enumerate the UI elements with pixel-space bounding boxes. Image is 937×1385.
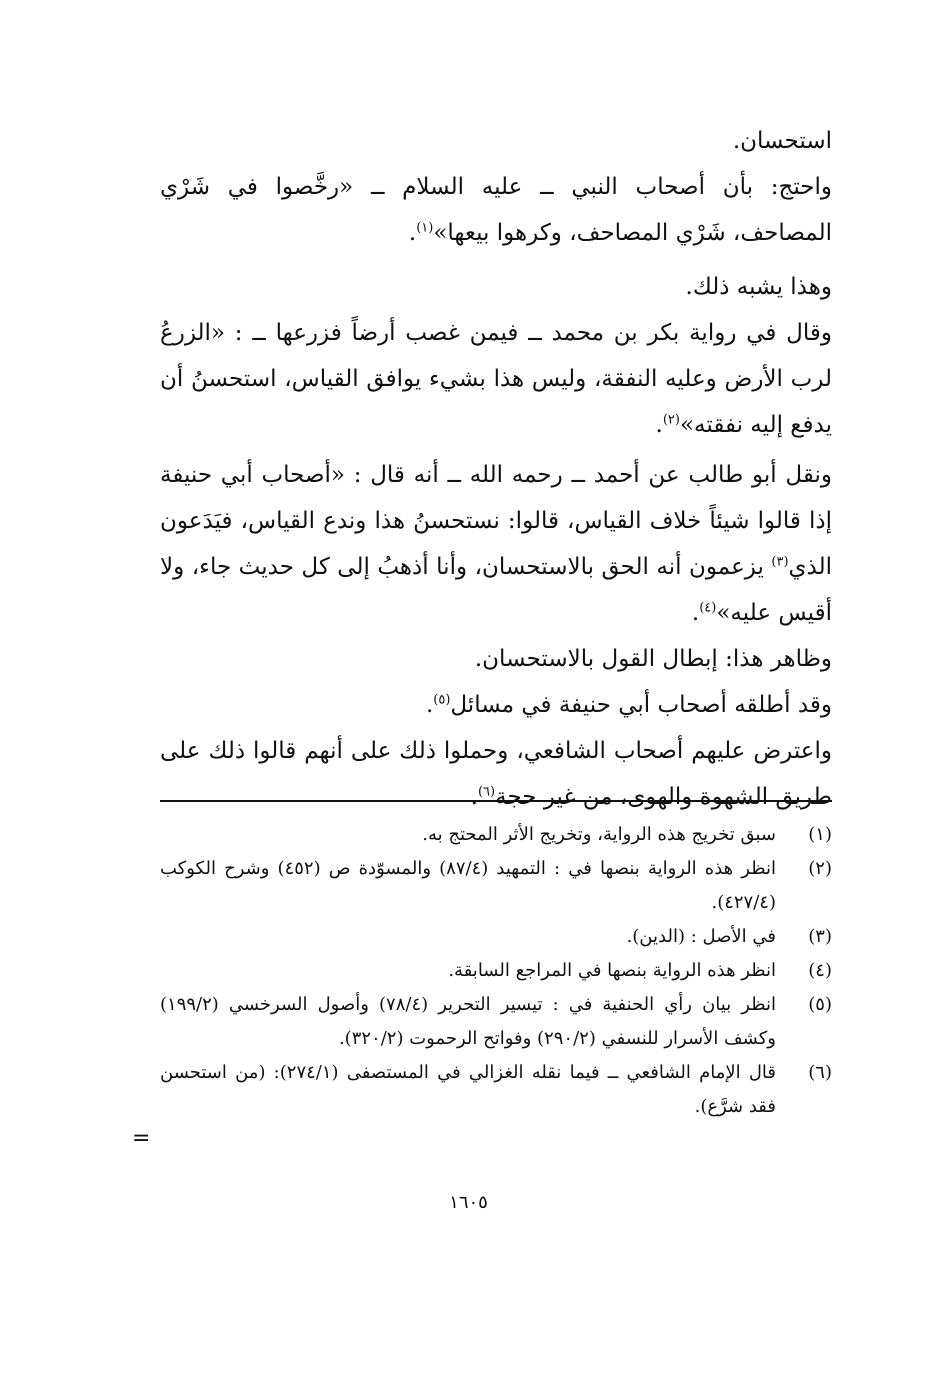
- footnote-text: انظر بيان رأي الحنفية في : تيسير التحرير (٧٨/٤) وأصول السرخسي (١٩٩/٢) وكشف الأسرار للنسفي (٢٩٠/٢) وفواتح الرحموت (٣٢٠/٢).: [160, 994, 776, 1049]
- paragraph: ونقل أبو طالب عن أحمد ــ رحمه الله ــ أنه قال : «أصحاب أبي حنيفة إذا قالوا شيئاً خلاف القياس، قالوا: نستحسنُ هذا وندع القياس، فيَدَعون الذي$^{(٣)}$ يزعمون أنه الحق بالاستحسان، وأنا أذهبُ إلى كل حديث جاء، ولا أقيس عليه»$^{(٤)}$.: [160, 462, 832, 626]
- footnote-ref[interactable]: (٢): [662, 412, 680, 428]
- footnote-text: قال الإمام الشافعي ــ فيما نقله الغزالي في المستصفى (٢٧٤/١): (من استحسن فقد شرَّع).: [160, 1062, 776, 1117]
- paragraph: واحتج: بأن أصحاب النبي ــ عليه السلام ــ «رخَّصوا في شَرْي المصاحف، شَرْي المصاحف، وكرهوا بيعها»$^{(١)}$.: [160, 174, 832, 246]
- footnote-text: انظر هذه الرواية بنصها في المراجع السابقة.: [448, 960, 776, 981]
- footnote: [160, 818, 832, 852]
- paragraph: واعترض عليهم أصحاب الشافعي، وحملوا ذلك على أنهم قالوا ذلك على طريق الشهوة والهوى، من غير حجة$^{(٦)}$.: [160, 738, 832, 810]
- paragraph: استحسان.: [732, 128, 832, 154]
- footnote-text: في الأصل : (الدين).: [626, 926, 776, 947]
- paragraph: وهذا يشبه ذلك.: [685, 274, 832, 300]
- footnote-number: (٣): [808, 926, 832, 947]
- footnote-number: (٥): [808, 994, 832, 1015]
- paragraph: وقال في رواية بكر بن محمد ــ فيمن غصب أرضاً فزرعها ــ : «الزرعُ لرب الأرض وعليه النفقة، وليس هذا بشيء يوافق القياس، استحسنُ أن يدفع إليه نفقته»$^{(٢)}$.: [160, 320, 832, 438]
- footnote: [160, 920, 832, 954]
- paragraph: وقد أطلقه أصحاب أبي حنيفة في مسائل$^{(٥)}$.: [425, 692, 832, 718]
- footnote: [160, 954, 832, 988]
- paragraph: وظاهر هذا: إبطال القول بالاستحسان.: [474, 646, 832, 672]
- footnote-ref[interactable]: (٣): [771, 554, 789, 570]
- footnote-number: (٢): [808, 858, 832, 879]
- continuation-mark: =: [132, 1126, 151, 1151]
- body-text: [160, 118, 832, 820]
- page-body: [160, 118, 832, 820]
- footnote-ref[interactable]: (٥): [433, 692, 451, 708]
- footnote-text: انظر هذه الرواية بنصها في : التمهيد (٨٧/٤) والمسوّدة ص (٤٥٢) وشرح الكوكب (٤٢٧/٤).: [160, 858, 777, 913]
- footnote: [160, 988, 832, 1056]
- footnote-number: (٦): [808, 1062, 832, 1083]
- page-number: ١٦٠٥: [449, 1192, 488, 1213]
- footnote-text: سبق تخريج هذه الرواية، وتخريج الأثر المحتج به.: [422, 824, 776, 845]
- footnote-divider: [160, 800, 832, 802]
- footnote: [160, 1056, 832, 1124]
- footnotes: [160, 818, 832, 1124]
- footnote-ref[interactable]: (٦): [477, 784, 496, 800]
- footnote-ref[interactable]: (٤): [699, 600, 717, 616]
- footnote-ref[interactable]: (١): [416, 220, 434, 236]
- footnote: [160, 852, 832, 920]
- footnote-number: (١): [808, 824, 832, 845]
- footnote-number: (٤): [808, 960, 832, 981]
